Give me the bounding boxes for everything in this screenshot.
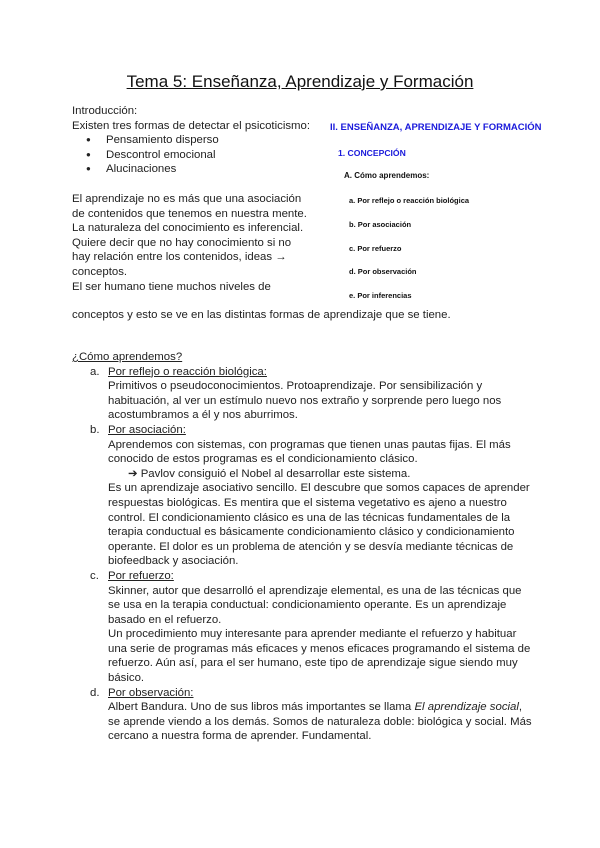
item-text: Es un aprendizaje asociativo sencillo. El descubre que somos capaces de aprender respuestas biológicas. Es mentira que el sistema vegetativo es ajeno a nuestro control. El condicionamiento clásico es una de las técnicas fundamentales de la terapia conductual es básicamente condicionamiento clásico y condicionamiento operante. El dolor es un problema de atención y se desvía mediante técnicas de biofeedback y asociación. [108,482,530,568]
intro-paragraph: La naturaleza del conocimiento es inferencial. Quiere decir que no hay conocimiento si no hay relación entre los contenidos, ideas → conceptos. [72,222,304,278]
item-title: Por asociación: [108,423,186,436]
list-item-reflex [72,365,532,423]
figure-subheading: 1. CONCEPCIÓN [338,148,406,158]
page-title: Tema 5: Enseñanza, Aprendizaje y Formación [126,72,474,91]
item-label: a. [90,365,100,378]
symptom-list [72,133,312,177]
item-text [108,700,532,744]
learning-section [72,350,532,744]
item-arrow-note: ➔ Pavlov consiguió el Nobel al desarrollar este sistema. [128,467,411,480]
figure-item: a. Por reflejo o reacción biológica [349,196,470,205]
item-label: d. [90,686,100,699]
figure-subsubheading: A. Cómo aprendemos: [344,171,430,180]
item-title: Por reflejo o reacción biológica: [108,365,267,378]
list-item: ● Alucinaciones [94,162,312,177]
item-text: Skinner, autor que desarrolló el aprendizaje elemental, es una de las técnicas que se usa en la terapia conductual: condicionamiento operante. Es un aprendizaje basado en el refuerzo. [108,584,522,626]
item-text-part: , se aprende viendo a los demás. Somos de naturaleza doble: biológica y social. Más cercano a nuestra forma de aprender. Fundamental. [108,701,532,743]
intro-block [72,104,312,294]
item-text: Primitivos o pseudoconocimientos. Protoaprendizaje. Por sensibilización y habituación, al ver un estímulo nuevo nos extraño y sorprende pero luego nos acostumbramos a él y nos aburrimos. [108,380,502,422]
item-label: c. [90,569,99,582]
intro-paragraph: El aprendizaje no es más que una asociación de contenidos que tenemos en nuestra mente. [72,192,307,220]
section-heading: ¿Cómo aprendemos? [72,351,183,363]
list-item: ● Pensamiento disperso [94,133,312,148]
figure-item: e. Por inferencias [349,291,412,300]
item-title: Por observación: [108,686,194,699]
list-item-observation [72,686,532,744]
figure-heading: II. ENSEÑANZA, APRENDIZAJE Y FORMACIÓN [330,122,542,133]
list-item-reinforcement [72,569,532,686]
item-text: Aprendemos con sistemas, con programas que tienen unas pautas fijas. El más conocido de estos programas es el condicionamiento clásico. [108,438,511,466]
list-item: ● Descontrol emocional [94,148,312,163]
item-text-part: Albert Bandura. Uno de sus libros más importantes se llama [108,701,415,714]
intro-paragraph-tail: conceptos y esto se ve en las distintas formas de aprendizaje que se tiene. [72,309,451,321]
item-title: Por refuerzo: [108,569,174,582]
intro-paragraph: El ser humano tiene muchos niveles de [72,280,271,293]
book-title: El aprendizaje social [414,701,519,714]
intro-paragraph-continued [72,308,512,323]
figure-item: c. Por refuerzo [349,244,402,253]
outline-figure [324,118,554,308]
list-item-association [72,423,532,569]
item-label: b. [90,423,100,436]
figure-item: b. Por asociación [349,220,412,229]
intro-line: Existen tres formas de detectar el psicoticismo: [72,119,311,132]
figure-item: d. Por observación [349,267,417,276]
item-text: Un procedimiento muy interesante para aprender mediante el refuerzo y habituar una serie de programas más eficaces y menos eficaces programando el sistema de refuerzo. Aún así, para el ser humano, este tipo de aprendizaje sigue siendo muy básico. [108,628,531,685]
intro-heading: Introducción: [72,105,138,117]
